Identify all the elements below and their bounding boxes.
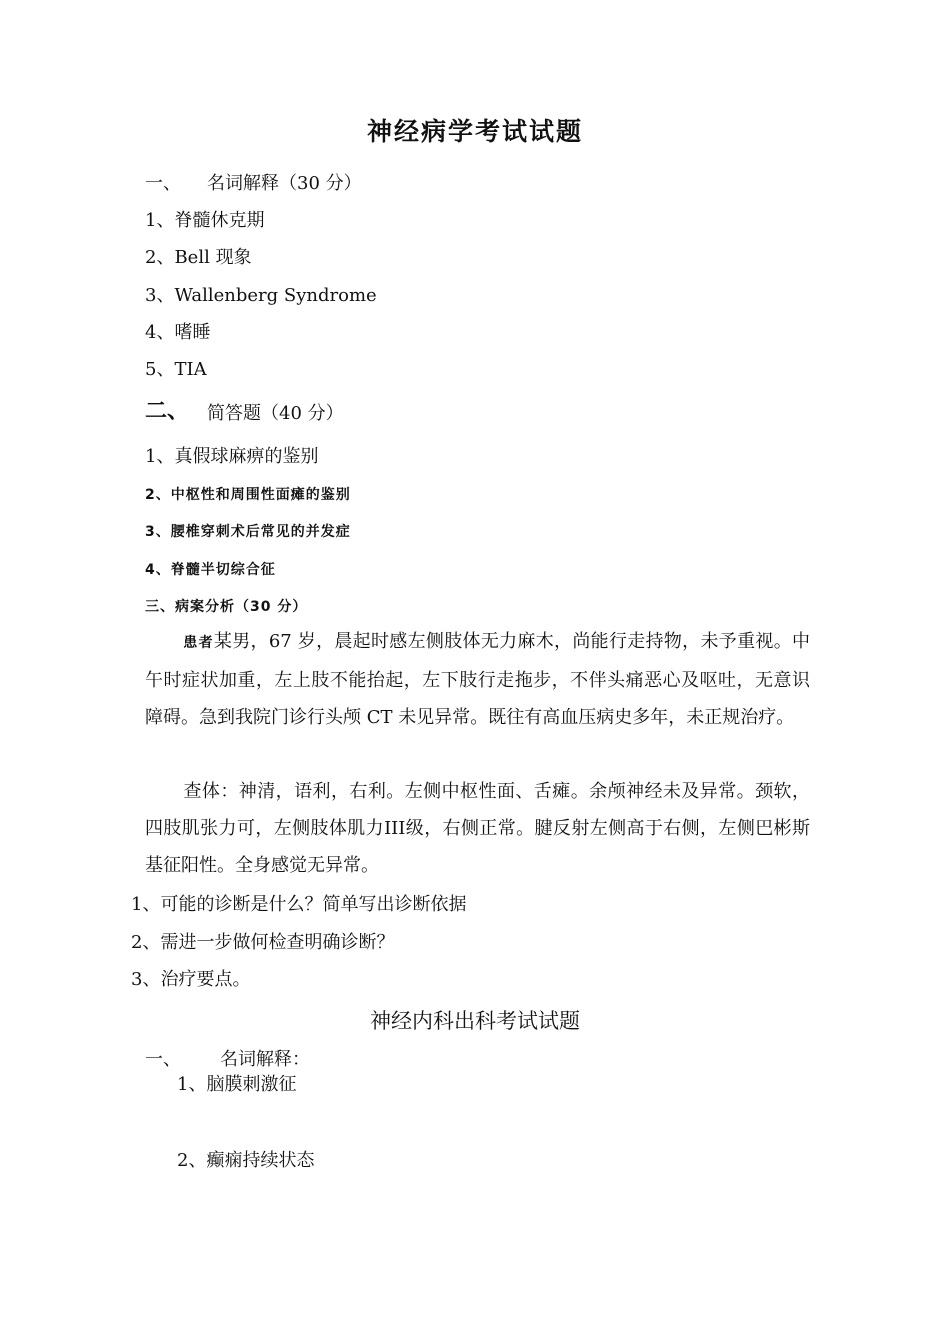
list-item: 3、腰椎穿刺术后常见的并发症 xyxy=(145,524,351,540)
question-item: 2、需进一步做何检查明确诊断？ xyxy=(131,932,395,953)
question-item: 1、可能的诊断是什么？简单写出诊断依据 xyxy=(131,894,467,915)
list-item: 4、脊髓半切综合征 xyxy=(145,562,276,578)
question-item: 3、治疗要点。 xyxy=(131,969,251,990)
section-heading: 名词解释： xyxy=(220,1049,310,1070)
case-lead: 患者 xyxy=(183,635,214,651)
case-text: 某男，67 岁，晨起时感左侧肢体无力麻木，尚能行走持物，未予重视。中午时症状加重，左上肢不能抬起，左下肢行走拖步，不伴头痛恶心及呕吐，无意识障碍。急到我院门诊行头颅 CT 未见异常。既往有高血压病史多年，未正规治疗。 xyxy=(145,631,811,728)
list-item: 1、脑膜刺激征 xyxy=(177,1074,297,1095)
list-item: 3、Wallenberg Syndrome xyxy=(145,285,377,306)
list-item: 4、嗜睡 xyxy=(145,322,211,343)
section-heading: 简答题（40 分） xyxy=(207,403,344,424)
section-number: 二、 xyxy=(145,398,190,424)
list-item: 1、脊髓休克期 xyxy=(145,210,265,231)
list-item: 2、癫痫持续状态 xyxy=(177,1150,315,1171)
exam2-title: 神经内科出科考试试题 xyxy=(370,1009,580,1033)
exam-paragraph xyxy=(145,773,810,884)
section-heading: 名词解释（30 分） xyxy=(207,173,362,194)
list-item: 1、真假球麻痹的鉴别 xyxy=(145,446,319,467)
list-item: 2、Bell 现象 xyxy=(145,247,252,268)
section-heading: 三、病案分析（30 分） xyxy=(145,599,308,615)
list-item: 2、中枢性和周围性面瘫的鉴别 xyxy=(145,487,351,503)
exam-text: 查体：神清，语利，右利。左侧中枢性面、舌瘫。余颅神经未及异常。颈软，四肢肌张力可，左侧肢体肌力III级，右侧正常。腱反射左侧高于右侧，左侧巴彬斯基征阳性。全身感觉无异常。 xyxy=(145,781,810,876)
exam-title: 神经病学考试试题 xyxy=(366,117,583,146)
list-item: 5、TIA xyxy=(145,359,207,380)
case-paragraph xyxy=(145,623,810,736)
section-number: 一、 xyxy=(145,1049,181,1070)
section-number: 一、 xyxy=(145,173,181,194)
